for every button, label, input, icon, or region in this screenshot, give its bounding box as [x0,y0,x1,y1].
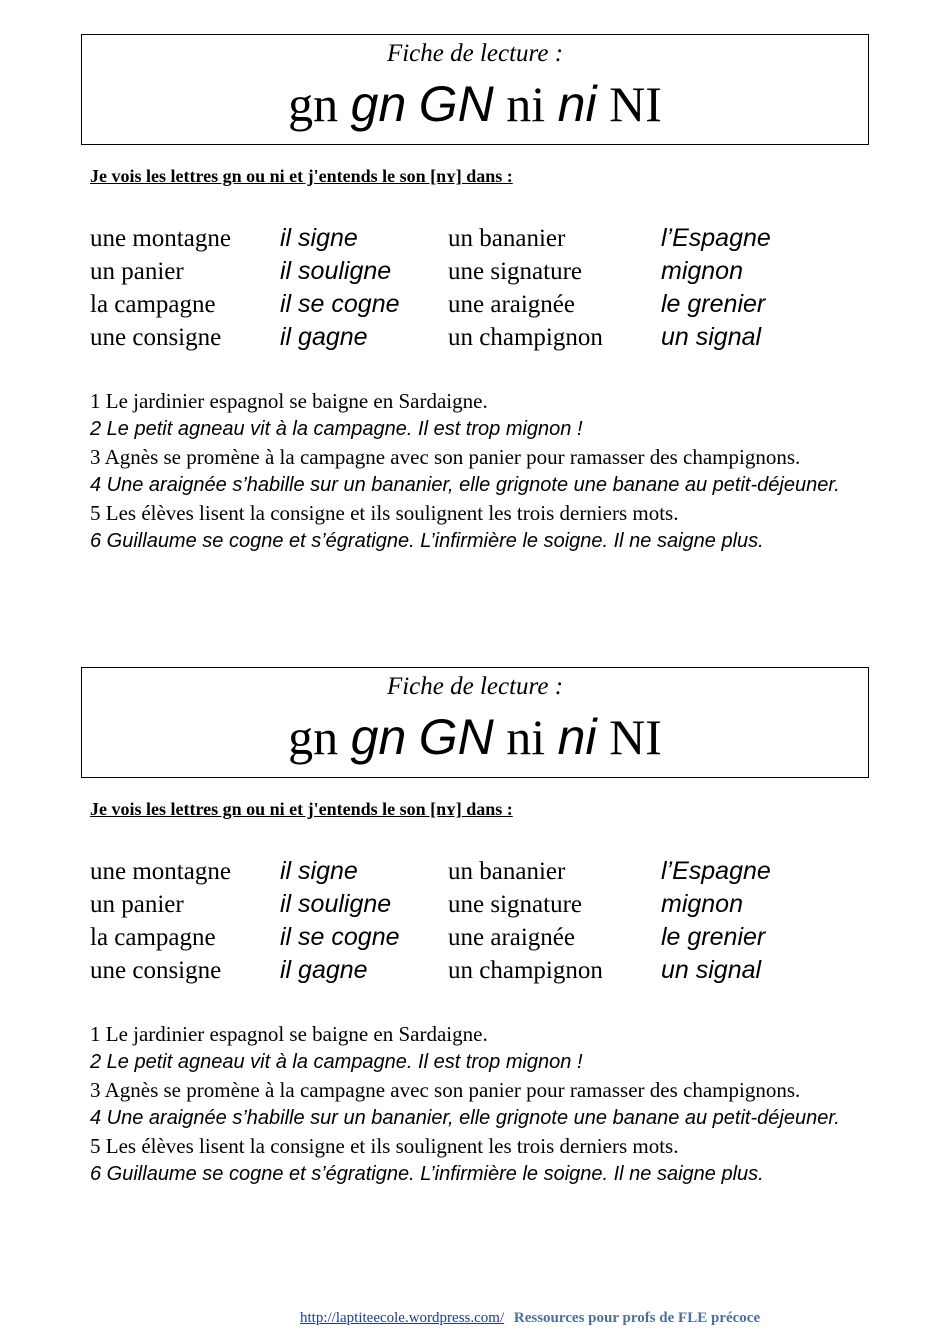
sentence: 5 Les élèves lisent la consigne et ils soulignent les trois derniers mots. [90,501,679,525]
word: il gagne [280,956,368,984]
word: mignon [661,890,743,918]
word: le grenier [661,290,766,318]
footer-tagline: Ressources pour profs de FLE précoce [513,1310,761,1326]
word-column-2 [280,855,400,987]
word: la campagne [90,291,216,318]
word: un champignon [448,324,603,351]
sentence: 6 Guillaume se cogne et s’égratigne. L’infirmière le soigne. Il ne saigne plus. [90,530,764,552]
word: un champignon [448,957,603,984]
title-GN-script: GN [418,76,494,132]
sentence-list [90,387,861,555]
word: une araignée [448,924,576,951]
word: une signature [448,258,582,285]
title-ni-serif: ni [506,709,546,765]
sheet-subtitle: Fiche de lecture : [386,40,564,67]
word: il se cogne [280,923,400,951]
sentence: 1 Le jardinier espagnol se baigne en Sardaigne. [90,1022,488,1046]
sheet-title [82,706,868,768]
word-column-3 [448,222,603,354]
title-NI-serif: NI [609,709,662,765]
title-gn-script: gn [350,709,407,765]
title-ni-serif: ni [506,76,546,132]
sentence-list [90,1020,861,1188]
sentence: 2 Le petit agneau vit à la campagne. Il est trop mignon ! [90,1051,583,1073]
word: il signe [280,857,358,885]
word: il souligne [280,890,392,918]
word: l’Espagne [661,224,771,252]
word: un bananier [448,858,566,885]
sentence: 3 Agnès se promène à la campagne avec son panier pour ramasser des champignons. [90,1078,801,1102]
word: il souligne [280,257,392,285]
sentence: 4 Une araignée s’habille sur un bananier, elle grignote une banane au petit-déjeuner. [90,474,840,496]
sentence: 6 Guillaume se cogne et s’égratigne. L’infirmière le soigne. Il ne saigne plus. [90,1163,764,1185]
word-column-2 [280,222,400,354]
word-column-4 [661,222,771,354]
sentence: 5 Les élèves lisent la consigne et ils soulignent les trois derniers mots. [90,1134,679,1158]
title-gn-script: gn [350,76,407,132]
word-column-1 [90,855,231,987]
title-GN-script: GN [418,709,494,765]
word: une signature [448,891,582,918]
sentence: 3 Agnès se promène à la campagne avec son panier pour ramasser des champignons. [90,445,801,469]
title-ni-script: ni [557,709,597,765]
word-column-4 [661,855,771,987]
word: l’Espagne [661,857,771,885]
word: la campagne [90,924,216,951]
word: un signal [661,956,762,984]
word: il gagne [280,323,368,351]
word: le grenier [661,923,766,951]
title-NI-serif: NI [609,76,662,132]
word: mignon [661,257,743,285]
word: un panier [90,258,184,285]
word-column-3 [448,855,603,987]
sheet-title [82,73,868,135]
title-gn-serif: gn [288,709,339,765]
title-box [81,34,869,145]
word: un signal [661,323,762,351]
title-box [81,667,869,778]
word: une araignée [448,291,576,318]
word-grid [0,222,940,354]
title-ni-script: ni [557,76,597,132]
word-column-1 [90,222,231,354]
intro-instruction: Je vois les lettres gn ou ni et j'entends le son [nʏ] dans : [90,166,513,186]
word: une montagne [90,858,231,885]
word-grid [0,855,940,987]
word: il signe [280,224,358,252]
page-footer [300,1306,760,1330]
word: il se cogne [280,290,400,318]
word: un panier [90,891,184,918]
word: une montagne [90,225,231,252]
word: une consigne [90,324,222,351]
title-gn-serif: gn [288,76,339,132]
sentence: 4 Une araignée s’habille sur un bananier, elle grignote une banane au petit-déjeuner. [90,1107,840,1129]
word: une consigne [90,957,222,984]
sentence: 2 Le petit agneau vit à la campagne. Il est trop mignon ! [90,418,583,440]
intro-instruction: Je vois les lettres gn ou ni et j'entends le son [nʏ] dans : [90,799,513,819]
sheet-subtitle: Fiche de lecture : [386,673,564,700]
sentence: 1 Le jardinier espagnol se baigne en Sardaigne. [90,389,488,413]
word: un bananier [448,225,566,252]
website-link[interactable]: http://laptiteecole.wordpress.com/ [300,1310,505,1326]
